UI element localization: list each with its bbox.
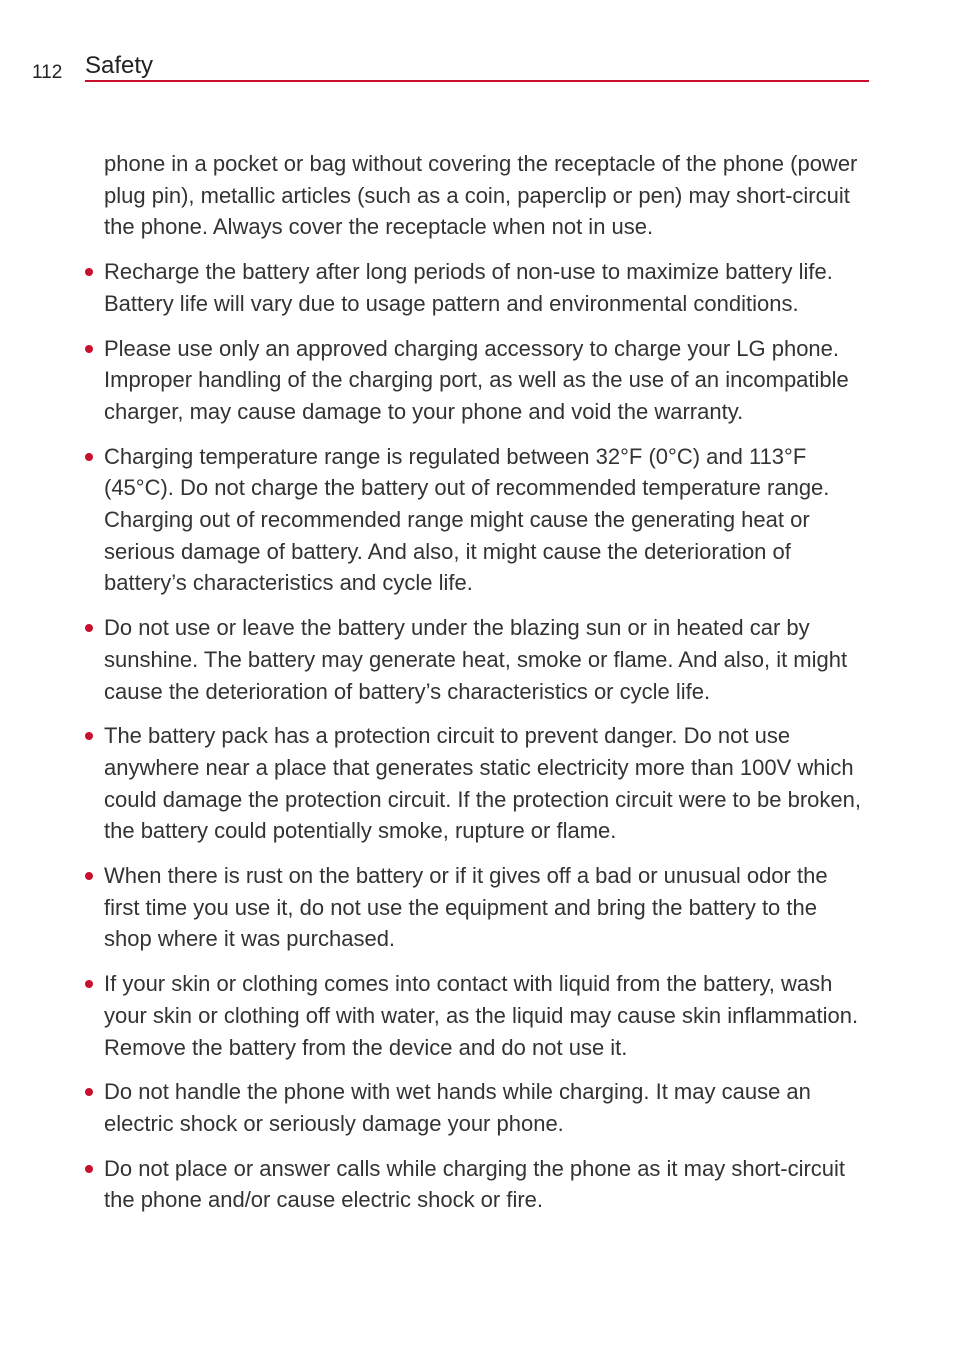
bullet-text: If your skin or clothing comes into contact with liquid from the battery, wash your skin or clothing off with water, as the liquid may cause skin inflammation. Remove the battery from the device and do not use it. [104,971,859,1060]
bullet-text: Do not use or leave the battery under the blazing sun or in heated car by sunshine. The battery may generate heat, smoke or flame. And also, it might cause the deterioration of battery’s characteristics or cycle life. [104,615,848,704]
bullet-text: Do not place or answer calls while charging the phone as it may short-circuit the phone and/or cause electric shock or fire. [104,1155,846,1213]
bullet-text: Charging temperature range is regulated between 32°F (0°C) and 113°F (45°C). Do not charge the battery out of recommended temperature range. Charging out of recommended range might cause the generating heat or serious damage of battery. And also, it might cause the deterioration of battery’s characteristics and cycle life. [104,443,830,596]
bullet-dot-icon [85,732,93,740]
bullet-text: Do not handle the phone with wet hands while charging. It may cause an electric shock or seriously damage your phone. [104,1079,811,1136]
bullet-dot-icon [85,872,93,880]
bullet-item [104,612,868,707]
bullet-text: The battery pack has a protection circuit to prevent danger. Do not use anywhere near a place that generates static electricity more than 100V which could damage the protection circuit. If the protection circuit were to be broken, the battery could potentially smoke, rupture or flame. [104,723,861,844]
bullet-dot-icon [85,453,93,461]
bullet-text: Recharge the battery after long periods of non-use to maximize battery life. Battery life will vary due to usage pattern and environmental conditions. [104,259,833,316]
bullet-item [104,1153,868,1216]
bullet-text: When there is rust on the battery or if it gives off a bad or unusual odor the first time you use it, do not use the equipment and bring the battery to the shop where it was purchased. [104,863,828,952]
bullet-item [104,333,868,428]
continuation-paragraph: phone in a pocket or bag without covering the receptacle of the phone (power plug pin), metallic articles (such as a coin, paperclip or pen) may short-circuit the phone. Always cover the receptacle when not in use. [104,151,858,240]
bullet-dot-icon [85,1165,93,1173]
bullet-dot-icon [85,980,93,988]
bullet-dot-icon [85,345,93,353]
page-number: 112 [32,62,63,83]
bullet-item [104,720,868,847]
section-title: Safety [85,52,154,79]
bullet-text: Please use only an approved charging accessory to charge your LG phone. Improper handling of the charging port, as well as the use of an incompatible charger, may cause damage to your phone and void the warranty. [104,335,849,424]
page-body [104,148,868,1229]
bullet-item [104,256,868,319]
header-rule [85,80,869,82]
bullet-item [104,860,868,955]
bullet-item [104,968,868,1063]
bullet-dot-icon [85,624,93,632]
bullet-dot-icon [85,1088,93,1096]
bullet-dot-icon [85,268,93,276]
bullet-item [104,1076,868,1139]
bullet-item [104,441,868,600]
